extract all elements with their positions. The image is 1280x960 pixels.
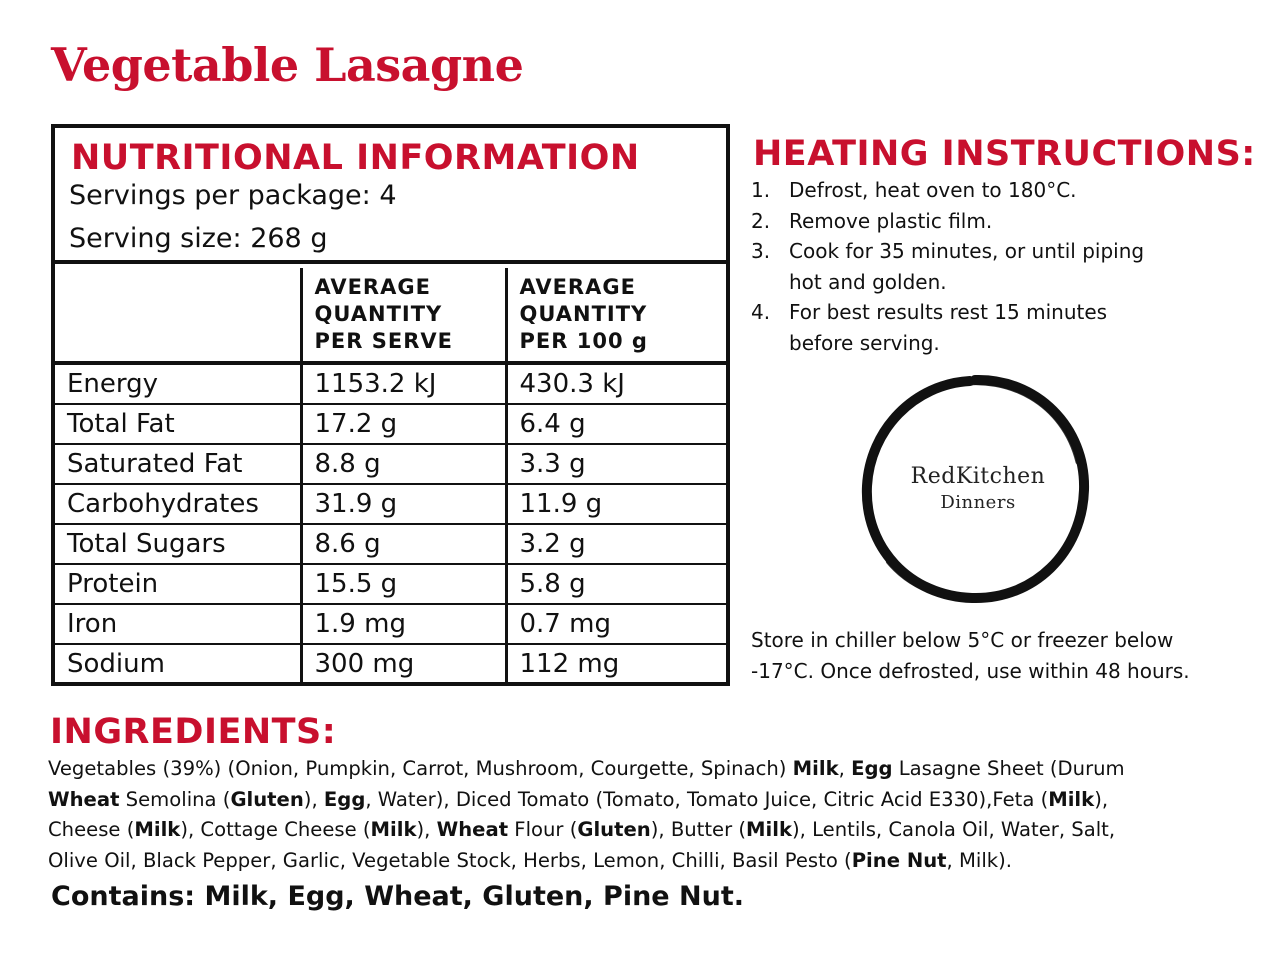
nutrition-table-header (55, 268, 726, 363)
ingredients-list (48, 754, 1228, 876)
allergen-text: Egg (851, 757, 893, 780)
table-row (55, 604, 726, 644)
per-100g-value: 5.8 g (506, 564, 726, 604)
allergen-text: Egg (323, 787, 366, 811)
nutrient-name: Total Sugars (55, 524, 301, 564)
allergen-text: Gluten (577, 818, 651, 841)
nutrient-name: Protein (55, 564, 301, 604)
servings-per-package: Servings per package: 4 (69, 180, 397, 211)
per-serve-value: 31.9 g (301, 484, 506, 524)
table-row (55, 564, 726, 604)
step-text: For best results rest 15 minutes (789, 300, 1108, 324)
per-serve-value: 8.8 g (301, 444, 506, 484)
ingredient-text: , (838, 757, 852, 780)
per-serve-value: 17.2 g (301, 404, 506, 444)
allergen-text: Milk (792, 757, 839, 780)
step-text: Defrost, heat oven to 180°C. (789, 178, 1077, 202)
nutrient-name: Carbohydrates (55, 484, 301, 524)
step-text: Cook for 35 minutes, or until piping (789, 239, 1145, 263)
ingredients-line (48, 846, 1228, 877)
nutrient-name: Sodium (55, 644, 301, 683)
header-line: AVERAGE (314, 275, 431, 299)
heating-step (751, 297, 1251, 358)
ingredients-line (48, 754, 1228, 785)
per-serve-value: 1153.2 kJ (301, 363, 506, 404)
storage-line: Store in chiller below 5°C or freezer below (751, 628, 1174, 652)
ingredient-text: ), Cottage Cheese ( (180, 818, 371, 841)
table-row (55, 444, 726, 484)
nutrition-table-body (55, 363, 726, 683)
per-100g-value: 11.9 g (506, 484, 726, 524)
table-row (55, 484, 726, 524)
ingredient-text: ), (1094, 787, 1109, 811)
ingredients-heading: INGREDIENTS: (50, 712, 337, 752)
ingredient-text: Flour ( (508, 818, 578, 841)
heating-steps (751, 175, 1251, 358)
nutrition-header (55, 128, 726, 264)
allergen-text: Milk (746, 818, 792, 841)
per-100g-value: 0.7 mg (506, 604, 726, 644)
ingredient-text: , Water), Diced Tomato (Tomato, Tomato Juice, Citric Acid E330),Feta ( (365, 787, 1049, 811)
allergen-text: Wheat (48, 787, 120, 811)
header-line: PER SERVE (314, 329, 453, 353)
table-row (55, 363, 726, 404)
allergen-text: Milk (134, 818, 181, 841)
step-text: hot and golden. (789, 269, 947, 294)
ingredient-text: Lasagne Sheet (Durum (892, 757, 1125, 780)
nutrient-name: Total Fat (55, 404, 301, 444)
nutrient-name: Energy (55, 363, 301, 404)
ingredients-line (48, 785, 1228, 816)
ingredient-text: ), (416, 818, 437, 841)
per-100g-value: 112 mg (519, 649, 620, 679)
ingredient-text: ), Butter ( (650, 818, 747, 841)
ingredient-text: Semolina ( (119, 787, 231, 811)
allergen-text: Milk (1048, 787, 1095, 811)
ingredient-text: ), Lentils, Canola Oil, Water, Salt, (792, 818, 1116, 841)
storage-line: -17°C. Once defrosted, use within 48 hours. (751, 659, 1190, 683)
table-row (55, 524, 726, 564)
heating-step (751, 206, 1251, 237)
serving-size: Serving size: 268 g (69, 223, 328, 254)
brand-logo (858, 372, 1092, 606)
nutrient-column-header (55, 268, 301, 363)
ingredient-text: , Milk). (946, 848, 1013, 872)
per-serve-column-header (301, 268, 506, 363)
logo-line-2: Dinners (940, 492, 1016, 513)
ingredient-text: Olive Oil, Black Pepper, Garlic, Vegetable Stock, Herbs, Lemon, Chilli, Basil Pesto ( (48, 848, 852, 872)
allergen-contains: Contains: Milk, Egg, Wheat, Gluten, Pine Nut. (51, 881, 744, 912)
per-100g-column-header (506, 268, 726, 363)
allergen-text: Milk (370, 818, 417, 841)
step-number: 4. (751, 300, 771, 324)
logo-line-1: RedKitchen (910, 464, 1046, 489)
nutrient-name: Iron (55, 604, 301, 644)
header-line: PER 100 g (519, 329, 648, 353)
header-line: QUANTITY (519, 302, 648, 326)
header-line: AVERAGE (519, 275, 636, 299)
allergen-text: Gluten (230, 787, 304, 811)
storage-instructions (751, 625, 1251, 687)
per-100g-value: 430.3 kJ (506, 363, 726, 404)
step-text: Remove plastic film. (789, 208, 993, 233)
logo-wordmark (858, 464, 1098, 516)
heating-step (751, 236, 1251, 297)
allergen-text: Wheat (436, 818, 509, 841)
product-title: Vegetable Lasagne (51, 38, 524, 92)
ingredients-line (48, 815, 1228, 846)
per-serve-value: 15.5 g (301, 564, 506, 604)
step-number: 3. (751, 239, 771, 263)
per-serve-value: 300 mg (301, 644, 506, 683)
table-row (55, 644, 726, 683)
heating-heading: HEATING INSTRUCTIONS: (753, 134, 1256, 174)
table-row (55, 404, 726, 444)
heating-step (751, 175, 1251, 206)
step-number: 2. (751, 208, 771, 233)
ingredient-text: Vegetables (39%) (Onion, Pumpkin, Carrot, Mushroom, Courgette, Spinach) (48, 757, 793, 780)
step-number: 1. (751, 178, 771, 202)
nutrition-table (55, 268, 726, 683)
nutrient-name: Saturated Fat (55, 444, 301, 484)
step-text: before serving. (789, 330, 940, 355)
per-100g-value: 3.2 g (506, 524, 726, 564)
ingredient-text: ), (303, 787, 324, 811)
per-serve-value: 1.9 mg (301, 604, 506, 644)
per-serve-value: 8.6 g (301, 524, 506, 564)
allergen-text: Pine Nut (851, 848, 947, 872)
nutrition-heading: NUTRITIONAL INFORMATION (71, 138, 640, 178)
per-100g-value: 3.3 g (506, 444, 726, 484)
header-line: QUANTITY (314, 302, 443, 326)
per-100g-value: 6.4 g (506, 404, 726, 444)
nutrition-panel (51, 124, 730, 686)
ingredient-text: Cheese ( (48, 818, 135, 841)
